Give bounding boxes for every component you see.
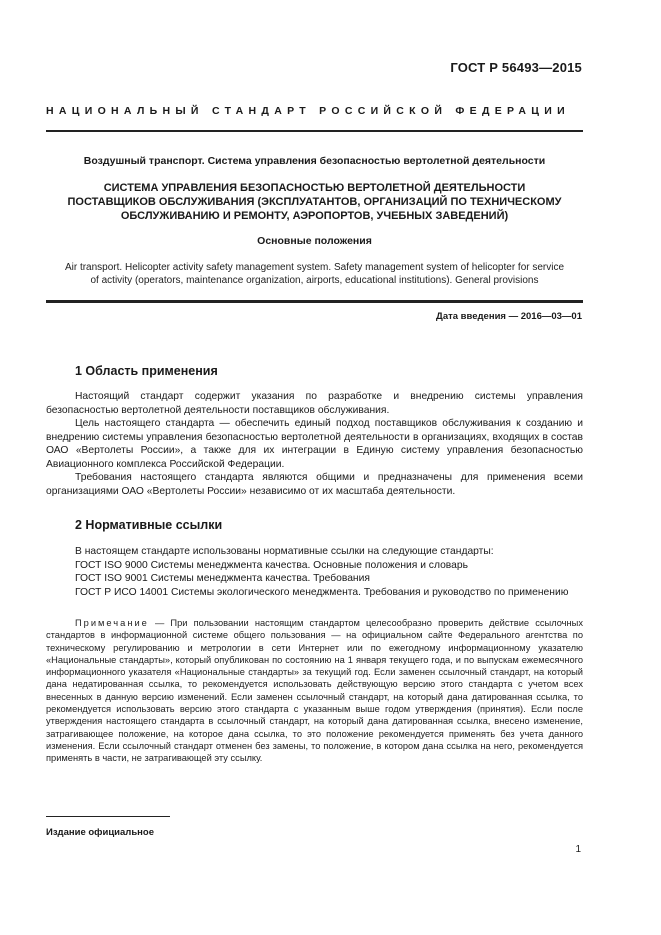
page-number: 1	[575, 844, 581, 855]
section-2-body	[46, 545, 583, 599]
reference-item: ГОСТ ISO 9001 Системы менеджмента качества. Требования	[75, 573, 370, 584]
document-subtitle: Воздушный транспорт. Система управления безопасностью вертолетной деятельности	[83, 155, 546, 167]
section-1-body	[46, 390, 583, 498]
edition-label: Издание официальное	[46, 827, 154, 838]
document-title	[46, 181, 583, 223]
title-line: СИСТЕМА УПРАВЛЕНИЯ БЕЗОПАСНОСТЬЮ ВЕРТОЛЕТНОЙ ДЕЯТЕЛЬНОСТИ	[103, 182, 526, 194]
english-title-line: of activity (operators, maintenance organization, airports, educational institutions). General provisions	[90, 275, 539, 286]
document-sub-heading: Основные положения	[257, 235, 372, 247]
section-2-title: 2 Нормативные ссылки	[75, 518, 223, 532]
paragraph: Настоящий стандарт содержит указания по разработке и внедрению системы управления безопасностью вертолетной деятельности поставщиков обслуживания.	[46, 391, 583, 416]
section-1-title: 1 Область применения	[75, 364, 218, 378]
top-divider	[46, 130, 583, 132]
title-line: ПОСТАВЩИКОВ ОБСЛУЖИВАНИЯ (ЭКСПЛУАТАНТОВ, ОРГАНИЗАЦИЙ ПО ТЕХНИЧЕСКОМУ	[67, 196, 562, 208]
note-label: Примечание	[75, 618, 149, 628]
paragraph: Цель настоящего стандарта — обеспечить единый подход поставщиков обслуживания к созданию и внедрению системы управления безопасностью вертолетной деятельности в организациях, входящих в состав ОАО «Вертолеты России», а также для их интеграции в Единую систему управления безопасностью Авиационного комплекса Российской Федерации.	[46, 418, 583, 470]
paragraph: В настоящем стандарте использованы нормативные ссылки на следующие стандарты:	[75, 546, 494, 557]
note-block	[46, 617, 583, 765]
paragraph: Требования настоящего стандарта являются общими и предназначены для применения всеми организациями ОАО «Вертолеты России» независимо от их масштаба деятельности.	[46, 472, 583, 497]
note-text: — При пользовании настоящим стандартом целесообразно проверить действие ссылочных стандартов в информационной системе общего пользования — на официальном сайте Федерального агентства по техническому регулированию и метрологии в сети Интернет или по ежегодному информационному указателю «Национальные стандарты», который опубликован по состоянию на 1 января текущего года, и по выпускам ежемесячного информационного указателя «Национальные стандарты» за текущий год. Если заменен ссылочный стандарт, на который дана недатированная ссылка, то рекомендуется использовать действующую версию этого стандарта с учетом всех внесенных в данную версию изменений. Если заменен ссылочный стандарт, на который дана датированная ссылка, то рекомендуется использовать версию этого стандарта с указанным выше годом утверждения (принятия). Если после утверждения настоящего стандарта в ссылочный стандарт, на который дана датированная ссылка, внесено изменение, затрагивающее положение, на которое дана ссылка, то это положение рекомендуется применять без учета данного изменения. Если ссылочный стандарт отменен без замены, то положение, в котором дана ссылка на него, рекомендуется применять в части, не затрагивающей эту ссылку.	[46, 618, 583, 764]
standard-code: ГОСТ Р 56493—2015	[450, 60, 582, 75]
title-line: ОБСЛУЖИВАНИЮ И РЕМОНТУ, АЭРОПОРТОВ, УЧЕБНЫХ ЗАВЕДЕНИЙ)	[120, 210, 509, 222]
english-title-line: Air transport. Helicopter activity safety management system. Safety management system of helicopter for service	[64, 262, 565, 273]
reference-item: ГОСТ Р ИСО 14001 Системы экологического менеджмента. Требования и руководство по применению	[75, 586, 569, 598]
footer-divider	[46, 816, 170, 817]
national-standard-heading: НАЦИОНАЛЬНЫЙ СТАНДАРТ РОССИЙСКОЙ ФЕДЕРАЦИИ	[46, 105, 570, 117]
title-divider	[46, 300, 583, 303]
english-title	[46, 261, 583, 287]
introduction-date: Дата введения — 2016—03—01	[436, 311, 582, 322]
reference-item: ГОСТ ISO 9000 Системы менеджмента качества. Основные положения и словарь	[75, 559, 468, 571]
